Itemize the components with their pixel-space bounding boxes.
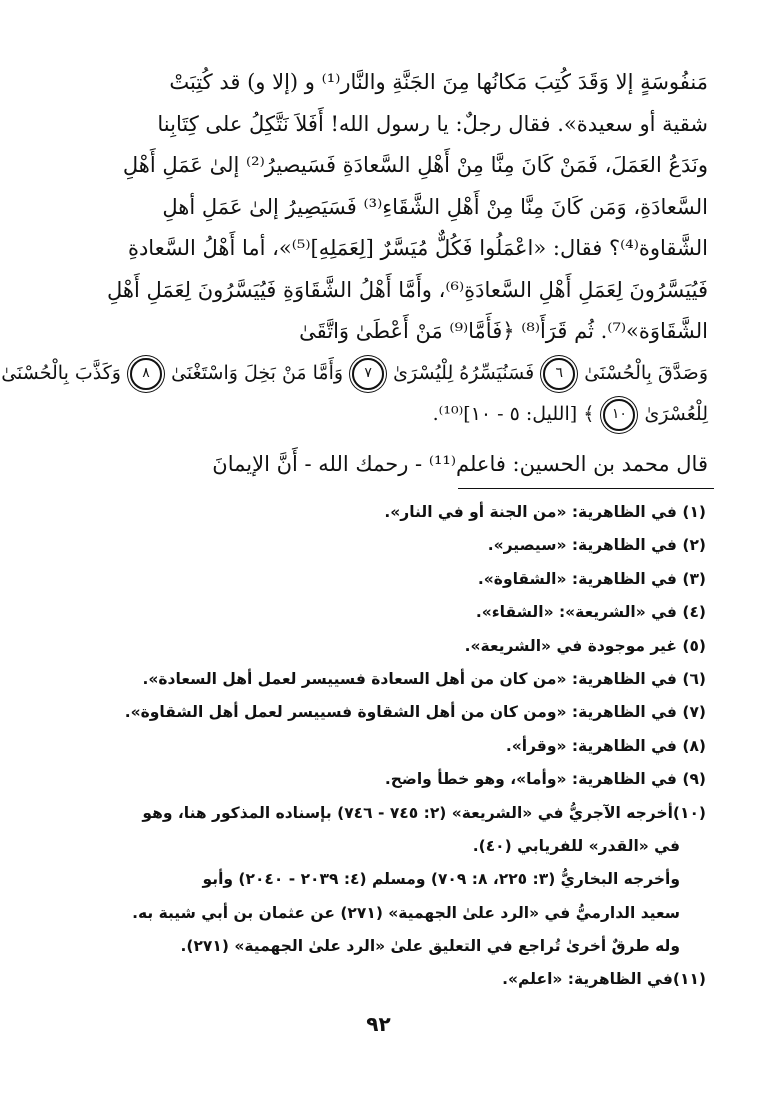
- footnote-4: (٤) في «الشريعة»: «الشقاء».: [475, 603, 706, 622]
- verse-citation: ﴾ [الليل: ٥ - ١٠]⁽¹⁰⁾.: [432, 403, 595, 425]
- footnote-8: (٨) في الظاهرية: «وقرأ».: [505, 736, 706, 755]
- ayah-number-badge: ٧: [352, 358, 384, 390]
- ayah-number-badge: ٨: [130, 358, 162, 390]
- page-number: ٩٢: [366, 1012, 391, 1036]
- footnote-10-continued: وأخرجه البخاريُّ (٣: ٢٢٥، ٨: ٧٠٩) ومسلم (٤: ٢٠٣٩ - ٢٠٤٠) وأبو: [202, 870, 680, 889]
- footnote-5: (٥) غير موجودة في «الشريعة».: [464, 636, 706, 655]
- footnote-10-continued: وله طرقٌ أخرىٰ تُراجع في التعليق علىٰ «الرد علىٰ الجهمية» (٢٧١).: [180, 937, 680, 956]
- closing-line: قال محمد بن الحسين: فاعلم⁽¹¹⁾ - رحمك الله - أَنَّ الإيمانَ: [212, 451, 708, 476]
- main-text-line-6: فَيُيَسَّرُونَ لِعَمَلِ أَهْلِ السَّعادَةِ⁽⁶⁾، وأَمَّا أَهْلُ الشَّقَاوَةِ فَيُيَسَّرُونَ لِعَمَلِ أَهْلِ: [107, 277, 708, 302]
- footnotes-block: [56, 496, 706, 997]
- main-text-line-2: شقية أو سعيدة». فقال رجلٌ: يا رسول الله! أَفَلاَ نَتَّكِلُ على كِتَابِنا: [157, 111, 708, 136]
- footnote-10: (١٠)أخرجه الآجريُّ في «الشريعة» (٢: ٧٤٥ - ٧٤٦) بإسناده المذكور هنا، وهو: [142, 803, 706, 822]
- footnote-3: (٣) في الظاهرية: «الشقاوة».: [477, 569, 706, 588]
- quran-verse-line-1: [1, 353, 708, 395]
- ayah-number-badge: ٦: [543, 358, 575, 390]
- verse-segment: فَسَنُيَسِّرُهُ لِلْيُسْرَىٰ: [393, 361, 535, 384]
- footnote-separator: [458, 488, 714, 489]
- footnote-7: (٧) في الظاهرية: «ومن كان من أهل الشقاوة فسييسر لعمل أهل الشقاوة».: [124, 703, 706, 722]
- quran-verse-line-2: [52, 394, 708, 436]
- footnote-6: (٦) في الظاهرية: «من كان من أهل السعادة فسييسر لعمل أهل السعادة».: [142, 669, 706, 688]
- verse-segment: وَكَذَّبَ بِالْحُسْنَىٰ: [1, 361, 121, 384]
- main-text-block: [1, 62, 708, 495]
- main-text-line-7: الشَّقَاوَة»⁽⁷⁾. ثُم قَرَأَ⁽⁸⁾ ﴿فَأَمَّا⁽⁹⁾ مَنْ أَعْطَىٰ وَاتَّقَىٰ: [299, 319, 708, 343]
- footnote-1: (١) في الظاهرية: «من الجنة أو في النار».: [384, 503, 706, 521]
- verse-segment: وَصَدَّقَ بِالْحُسْنَىٰ: [584, 361, 708, 384]
- main-text-line-4: السَّعادَةِ، وَمَن كَانَ مِنَّا مِنْ أَهْلِ الشَّقَاءِ⁽³⁾ فَسَيَصِيرُ إلىٰ عَمَلِ أهلِ: [162, 194, 708, 219]
- footnote-10-continued: في «القدر» للفريابي (٤٠).: [472, 836, 680, 855]
- footnote-2: (٢) في الظاهرية: «سيصير».: [487, 536, 706, 555]
- main-text-line-1: مَنفُوسَةٍ إلا وَقَدَ كُتِبَ مَكانُها مِنَ الجَنَّةِ والنَّار⁽¹⁾ و (إلا و) قد كُتِبَتْ: [169, 70, 708, 94]
- main-text-line-5: الشَّقاوة⁽⁴⁾؟ فقال: «اعْمَلُوا فَكُلٌّ مُيَسَّرٌ [لِعَمَلِهِ]⁽⁵⁾»، أما أَهْلُ السَّعادةِ: [127, 236, 708, 260]
- main-text-line-3: ونَدَعُ العَمَلَ، فَمَنْ كَانَ مِنَّا مِنْ أَهْلِ السَّعادَةِ فَسَيصيرُ⁽²⁾ إلىٰ عَمَلِ أَهْلِ: [122, 153, 708, 177]
- verse-segment: وَأَمَّا مَنْ بَخِلَ وَاسْتَغْنَىٰ: [171, 361, 344, 384]
- verse-segment: لِلْعُسْرَىٰ: [644, 403, 708, 425]
- footnote-9: (٩) في الظاهرية: «وأما»، وهو خطأ واضح.: [384, 770, 706, 789]
- footnote-11: (١١)في الظاهرية: «اعلم».: [502, 970, 706, 989]
- ayah-number-badge: ١٠: [603, 399, 635, 431]
- footnote-10-continued: سعيد الدارميُّ في «الرد علىٰ الجهمية» (٢٧١) عن عثمان بن أبي شيبة به.: [132, 903, 680, 922]
